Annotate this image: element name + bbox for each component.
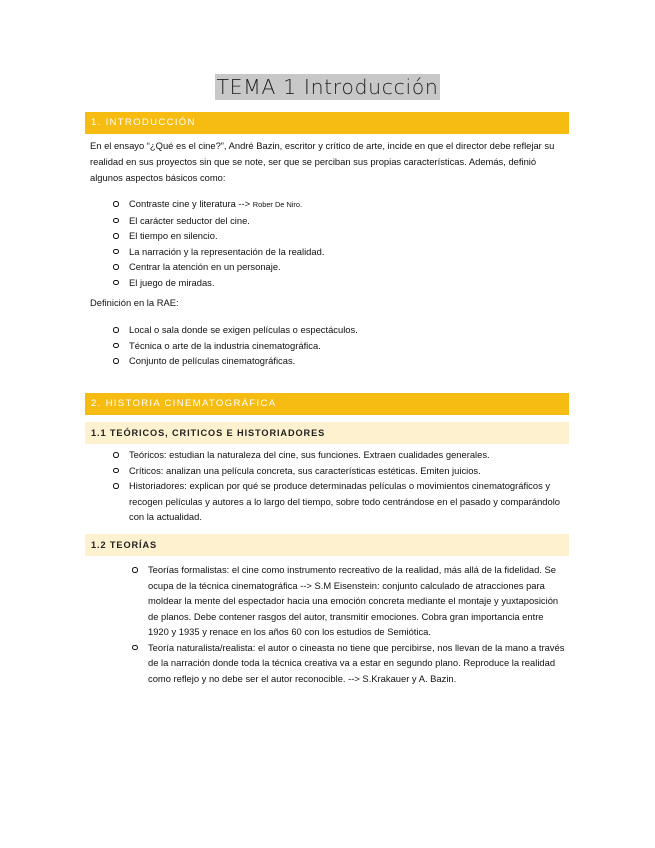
list-item: La narración y la representación de la realidad.	[129, 244, 569, 260]
subsection-heading-teoricos: 1.1 TEÓRICOS, CRITICOS E HISTORIADORES	[85, 422, 569, 444]
page-title: TEMA 1 Introducción	[216, 75, 439, 99]
list-item: El tiempo en silencio.	[129, 228, 569, 244]
section-heading-introduccion: 1. INTRODUCCIÓN	[85, 112, 569, 134]
list-item: Contraste cine y literatura --> Rober De Niro.	[129, 196, 569, 213]
list-item: El carácter seductor del cine.	[129, 213, 569, 229]
intro-paragraph: En el ensayo “¿Qué es el cine?”, André Bazin, escritor y crítico de arte, incide en que el director debe reflejar su realidad en sus proyectos sin que se note, ser que se perciban sus propias características. Además, definió algunos aspectos básicos como:	[90, 140, 555, 183]
title-wrapper	[0, 74, 655, 100]
aspects-list	[129, 196, 569, 290]
list-item: Teorías formalistas: el cine como instrumento recreativo de la realidad, más allá de la fidelidad. Se ocupa de la técnica cinematográfica --> S.M Eisenstein: conjunto calculado de atracciones para moldear la mente del espectador hacia una emoción concreta mediante el montaje y yuxtaposición de planos. Debe contener rasgos del autor, transmitir emociones. Cobra gran importancia entre 1920 y 1935 y renace en los años 60 con los estudios de Semiótica.	[148, 562, 566, 640]
list-item: Historiadores: explican por qué se produce determinadas películas o movimientos cinematográficos y recogen películas y autores a lo largo del tiempo, sobre todo centrándose en el pasado y comparándolo con la actualidad.	[129, 478, 567, 525]
section-heading-historia: 2. HISTORIA CINEMATOGRÁFICA	[85, 393, 569, 415]
teorias-list	[148, 562, 566, 686]
list-item: El juego de miradas.	[129, 275, 569, 291]
rae-label: Definición en la RAE:	[90, 297, 179, 308]
list-item: Técnica o arte de la industria cinematográfica.	[129, 338, 569, 354]
list-item: Teóricos: estudian la naturaleza del cine, sus funciones. Extraen cualidades generales.	[129, 447, 567, 463]
list-item: Centrar la atención en un personaje.	[129, 259, 569, 275]
list-item: Teoría naturalista/realista: el autor o cineasta no tiene que percibirse, nos llevan de la mano a través de la narración donde toda la técnica creativa va a estar en segundo plano. Reproduce la realidad como reflejo y no debe ser el autor reconocible. --> S.Krakauer y A. Bazin.	[148, 640, 566, 687]
teoricos-list	[129, 447, 567, 525]
rae-list	[129, 322, 569, 369]
list-item: Críticos: analizan una película concreta, sus características estéticas. Emiten juicios.	[129, 463, 567, 479]
list-item: Local o sala donde se exigen películas o espectáculos.	[129, 322, 569, 338]
subsection-heading-teorias: 1.2 TEORÍAS	[85, 534, 569, 556]
list-item: Conjunto de películas cinematográficas.	[129, 353, 569, 369]
